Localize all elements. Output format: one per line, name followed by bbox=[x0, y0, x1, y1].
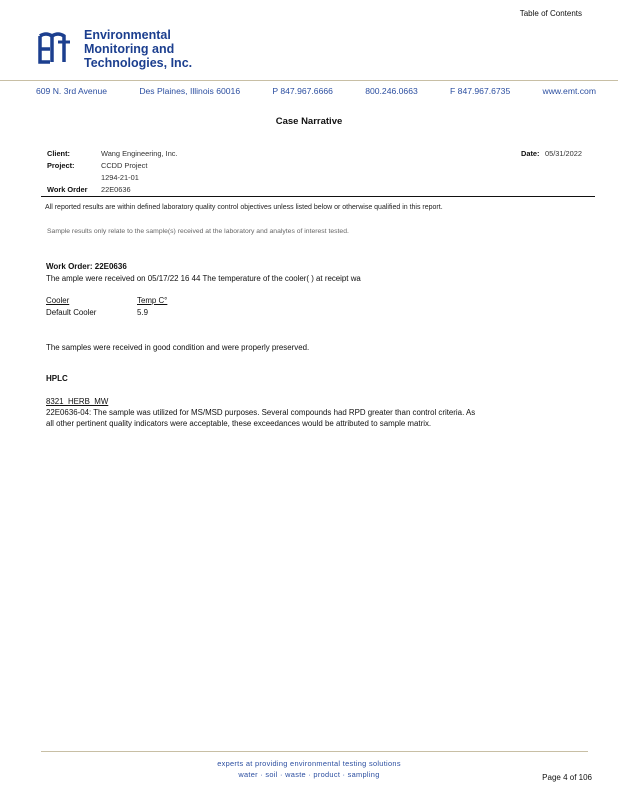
hplc-narrative-line-1: 22E0636-04: The sample was utilized for MS/MSD purposes. Several compounds had RPD greater than control criteria. As bbox=[46, 408, 476, 417]
fax: F 847.967.6735 bbox=[450, 86, 511, 96]
page-title: Case Narrative bbox=[275, 116, 343, 127]
date-value: 05/31/2022 bbox=[545, 149, 582, 158]
footer-tagline: experts at providing environmental testing solutions bbox=[217, 759, 401, 768]
hplc-narrative-line-2: all other pertinent quality indicators were acceptable, these exceedances would be attributed to sample matrix. bbox=[46, 419, 432, 428]
contact-bar bbox=[36, 86, 596, 96]
work-order-label: Work Order bbox=[47, 185, 88, 194]
phone: P 847.967.6666 bbox=[272, 86, 333, 96]
footer-divider bbox=[41, 751, 588, 752]
temp-column-header: Temp C° bbox=[137, 296, 168, 305]
project-value: CCDD Project bbox=[101, 161, 148, 170]
client-label: Client: bbox=[47, 149, 70, 158]
project-label: Project: bbox=[47, 161, 75, 170]
page-number: Page 4 of 106 bbox=[542, 773, 592, 782]
client-value: Wang Engineering, Inc. bbox=[101, 149, 178, 158]
work-order-value: 22E0636 bbox=[101, 185, 131, 194]
company-name bbox=[84, 28, 192, 70]
company-logo bbox=[36, 30, 76, 66]
cooler-column-header: Cooler bbox=[46, 296, 70, 305]
cooler-name-cell: Default Cooler bbox=[46, 308, 97, 317]
footer-services: water · soil · waste · product · sampling bbox=[238, 770, 380, 779]
hplc-method: 8321_HERB_MW bbox=[46, 397, 109, 406]
city: Des Plaines, Illinois 60016 bbox=[139, 86, 241, 96]
qc-note: All reported results are within defined laboratory quality control objectives unless listed below or otherwise qualified in this report. bbox=[45, 204, 443, 211]
company-name-line-3: Technologies, Inc. bbox=[84, 56, 193, 70]
table-of-contents-link[interactable]: Table of Contents bbox=[519, 9, 582, 18]
cooler-temp-cell: 5.9 bbox=[137, 308, 148, 317]
received-text: The ample were received on 05/17/22 16 44 The temperature of the cooler( ) at receipt wa bbox=[46, 274, 361, 283]
work-order-heading: Work Order: 22E0636 bbox=[46, 262, 127, 271]
company-name-line-2: Monitoring and bbox=[84, 42, 175, 56]
condition-text: The samples were received in good condition and were properly preserved. bbox=[46, 343, 310, 352]
hplc-heading: HPLC bbox=[46, 374, 68, 383]
project-number: 1294-21-01 bbox=[101, 173, 139, 182]
meta-divider bbox=[41, 196, 595, 197]
address: 609 N. 3rd Avenue bbox=[36, 86, 108, 96]
company-name-line-1: Environmental bbox=[84, 28, 171, 42]
emt-logo-icon bbox=[36, 30, 76, 66]
website-link[interactable]: www.emt.com bbox=[542, 86, 596, 96]
header-divider bbox=[0, 80, 618, 81]
relate-note: Sample results only relate to the sample(s) received at the laboratory and analytes of interest tested. bbox=[47, 228, 349, 235]
toll-free-phone: 800.246.0663 bbox=[365, 86, 418, 96]
date-label: Date: bbox=[521, 149, 540, 158]
